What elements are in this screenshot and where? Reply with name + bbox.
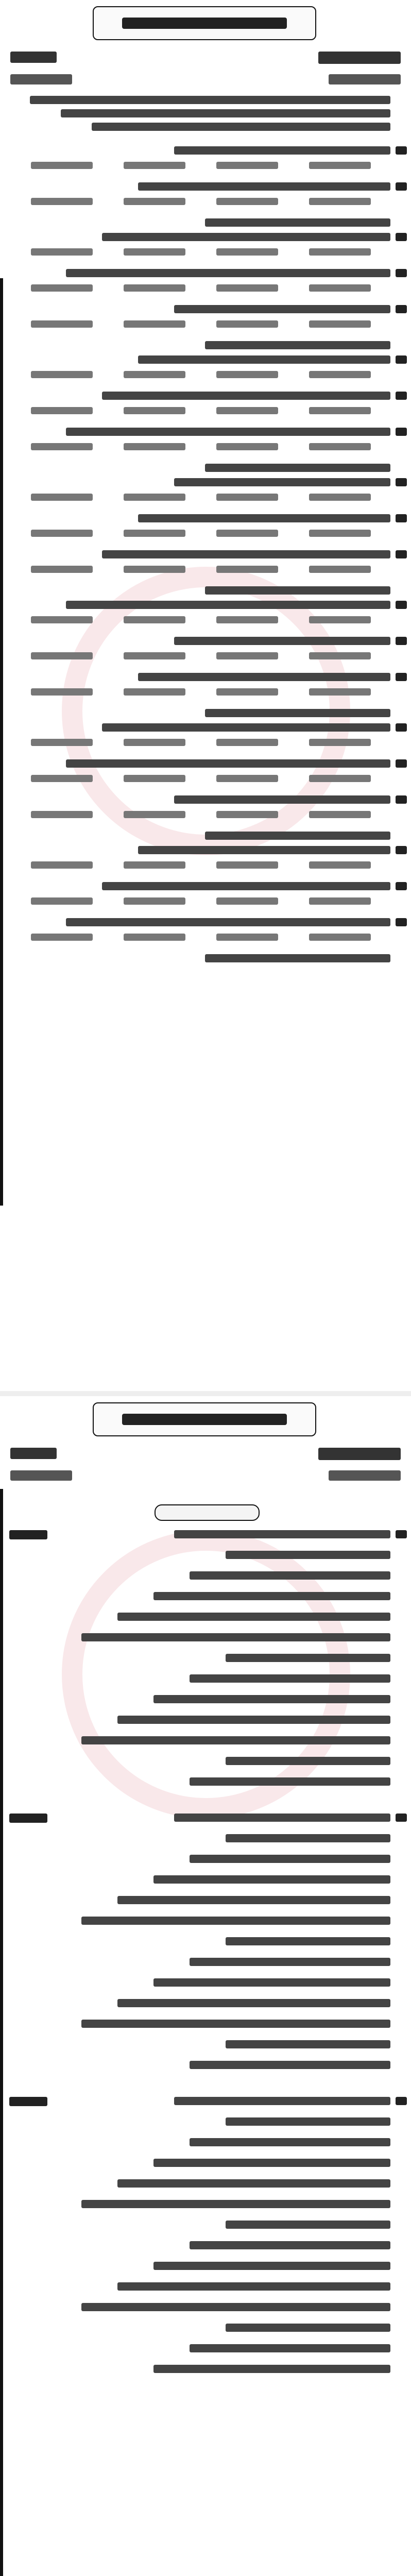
option: [124, 739, 185, 746]
question-number: [396, 233, 407, 241]
question-number: [396, 269, 407, 277]
question-number: [396, 428, 407, 436]
option: [216, 284, 278, 292]
question-number: [396, 392, 407, 400]
short-question: [153, 1695, 390, 1703]
option: [31, 494, 93, 501]
short-question: [226, 1654, 390, 1662]
option: [216, 739, 278, 746]
option: [309, 320, 371, 328]
short-question: [226, 2117, 390, 2126]
question-line: [66, 759, 390, 768]
group-heading: [174, 1814, 390, 1822]
question-line: [66, 918, 390, 926]
option: [31, 371, 93, 378]
question-line: [138, 514, 390, 522]
question-number: [396, 2097, 407, 2105]
short-question: [226, 2040, 390, 2048]
question-line: [205, 954, 390, 962]
option: [124, 162, 185, 169]
option: [31, 443, 93, 450]
option: [216, 198, 278, 205]
short-question: [226, 1834, 390, 1842]
short-question: [153, 1875, 390, 1884]
option: [216, 530, 278, 537]
option: [124, 443, 185, 450]
option: [124, 530, 185, 537]
option: [309, 566, 371, 573]
option: [309, 934, 371, 941]
option: [31, 320, 93, 328]
short-question: [190, 2138, 390, 2146]
subject-name-placeholder: [10, 1448, 57, 1459]
short-question: [81, 2020, 390, 2028]
option: [31, 530, 93, 537]
marks-placeholder: [10, 74, 72, 84]
short-question: [226, 2221, 390, 2229]
marks-label: [9, 2097, 47, 2106]
short-question: [117, 1716, 390, 1724]
short-question: [226, 2324, 390, 2332]
question-line: [205, 341, 390, 349]
option: [216, 162, 278, 169]
short-question: [153, 1592, 390, 1600]
short-question: [81, 1917, 390, 1925]
question-number: [396, 637, 407, 645]
question-line: [205, 464, 390, 472]
marks-label: [9, 1814, 47, 1823]
option: [124, 934, 185, 941]
question-number: [396, 182, 407, 191]
option: [216, 811, 278, 818]
option: [124, 198, 185, 205]
option: [216, 934, 278, 941]
short-question: [153, 2262, 390, 2270]
option: [31, 861, 93, 869]
question-number: [396, 550, 407, 558]
margin-bar: [0, 1489, 3, 2576]
option: [309, 897, 371, 905]
option: [309, 284, 371, 292]
short-question: [190, 1674, 390, 1683]
option: [124, 371, 185, 378]
option: [216, 897, 278, 905]
question-line: [138, 673, 390, 681]
question-line: [205, 586, 390, 595]
option: [216, 616, 278, 623]
option: [31, 162, 93, 169]
option: [309, 652, 371, 659]
option: [124, 616, 185, 623]
option: [309, 443, 371, 450]
option: [31, 934, 93, 941]
short-question: [81, 2200, 390, 2208]
question-number: [396, 146, 407, 155]
option: [216, 320, 278, 328]
option: [309, 198, 371, 205]
time-marks-row: [10, 1468, 401, 1484]
subjective-paper: [0, 1396, 411, 2576]
option: [309, 162, 371, 169]
question-line: [205, 218, 390, 227]
option: [124, 652, 185, 659]
option: [31, 897, 93, 905]
option: [124, 861, 185, 869]
page-divider: [0, 1391, 411, 1396]
question-line: [102, 723, 390, 732]
option: [124, 688, 185, 696]
question-number: [396, 601, 407, 609]
option: [216, 775, 278, 782]
question-line: [66, 601, 390, 609]
question-line: [174, 795, 390, 804]
short-question: [190, 2061, 390, 2069]
question-line: [174, 146, 390, 155]
question-line: [174, 305, 390, 313]
short-question: [153, 2159, 390, 2167]
question-line: [174, 478, 390, 486]
question-line: [205, 832, 390, 840]
paper-type-placeholder: [318, 1448, 401, 1460]
short-question: [190, 1958, 390, 1966]
option: [309, 811, 371, 818]
group-heading: [174, 2097, 390, 2105]
subject-row: [10, 47, 401, 68]
option: [216, 494, 278, 501]
option: [31, 811, 93, 818]
option: [309, 861, 371, 869]
option: [216, 688, 278, 696]
question-line: [138, 355, 390, 364]
option: [31, 688, 93, 696]
paper-title-band: [93, 6, 316, 40]
option: [124, 494, 185, 501]
option: [31, 739, 93, 746]
paper-title-band: [93, 1402, 316, 1436]
group-heading: [174, 1530, 390, 1538]
short-question: [153, 2365, 390, 2373]
marks-placeholder: [10, 1470, 72, 1481]
option: [309, 775, 371, 782]
short-question: [117, 1613, 390, 1621]
question-line: [102, 882, 390, 890]
short-question: [81, 1736, 390, 1744]
short-question: [190, 1855, 390, 1863]
option: [124, 320, 185, 328]
option: [124, 284, 185, 292]
question-line: [138, 182, 390, 191]
short-question: [190, 1777, 390, 1786]
option: [31, 407, 93, 414]
short-question: [190, 2241, 390, 2249]
short-question: [226, 1937, 390, 1945]
option: [124, 407, 185, 414]
question-line: [66, 428, 390, 436]
time-marks-row: [10, 72, 401, 88]
option: [216, 407, 278, 414]
time-placeholder: [329, 74, 401, 84]
short-question: [117, 1999, 390, 2007]
time-placeholder: [329, 1470, 401, 1481]
instruction-line: [30, 96, 390, 104]
option: [216, 566, 278, 573]
question-number: [396, 759, 407, 768]
question-line: [102, 233, 390, 241]
question-line: [102, 550, 390, 558]
short-question: [117, 1896, 390, 1904]
option: [309, 407, 371, 414]
question-number: [396, 1530, 407, 1538]
question-number: [396, 673, 407, 681]
title-placeholder: [122, 18, 287, 29]
short-question: [226, 1757, 390, 1765]
question-number: [396, 846, 407, 854]
marks-label: [9, 1530, 47, 1539]
question-line: [205, 709, 390, 717]
question-line: [138, 846, 390, 854]
option: [216, 371, 278, 378]
title-placeholder: [122, 1414, 287, 1425]
option: [309, 739, 371, 746]
option: [124, 775, 185, 782]
question-number: [396, 918, 407, 926]
question-number: [396, 882, 407, 890]
question-number: [396, 723, 407, 732]
subject-name-placeholder: [10, 52, 57, 63]
short-question: [81, 2303, 390, 2311]
option: [309, 494, 371, 501]
question-number: [396, 795, 407, 804]
option: [216, 443, 278, 450]
option: [216, 652, 278, 659]
question-line: [102, 392, 390, 400]
option: [216, 861, 278, 869]
short-question: [226, 1551, 390, 1559]
option: [31, 775, 93, 782]
question-number: [396, 1814, 407, 1822]
option: [31, 198, 93, 205]
short-question: [117, 2282, 390, 2291]
short-question: [117, 2179, 390, 2188]
option: [31, 284, 93, 292]
question-line: [174, 637, 390, 645]
question-line: [66, 269, 390, 277]
margin-bar: [0, 278, 3, 1206]
short-question: [153, 1978, 390, 1987]
option: [309, 248, 371, 256]
option: [31, 566, 93, 573]
question-number: [396, 514, 407, 522]
question-number: [396, 355, 407, 364]
instruction-line: [92, 123, 390, 131]
question-number: [396, 305, 407, 313]
short-question: [190, 2344, 390, 2352]
subject-row: [10, 1444, 401, 1464]
instruction-line: [61, 109, 390, 117]
option: [124, 811, 185, 818]
option: [309, 371, 371, 378]
option: [124, 897, 185, 905]
option: [124, 248, 185, 256]
option: [309, 688, 371, 696]
short-question: [190, 1571, 390, 1580]
option: [31, 652, 93, 659]
option: [216, 248, 278, 256]
paper-type-placeholder: [318, 52, 401, 64]
option: [124, 566, 185, 573]
short-question: [81, 1633, 390, 1641]
question-number: [396, 478, 407, 486]
option: [31, 616, 93, 623]
section-one-heading: [155, 1504, 260, 1521]
option: [309, 616, 371, 623]
option: [309, 530, 371, 537]
option: [31, 248, 93, 256]
